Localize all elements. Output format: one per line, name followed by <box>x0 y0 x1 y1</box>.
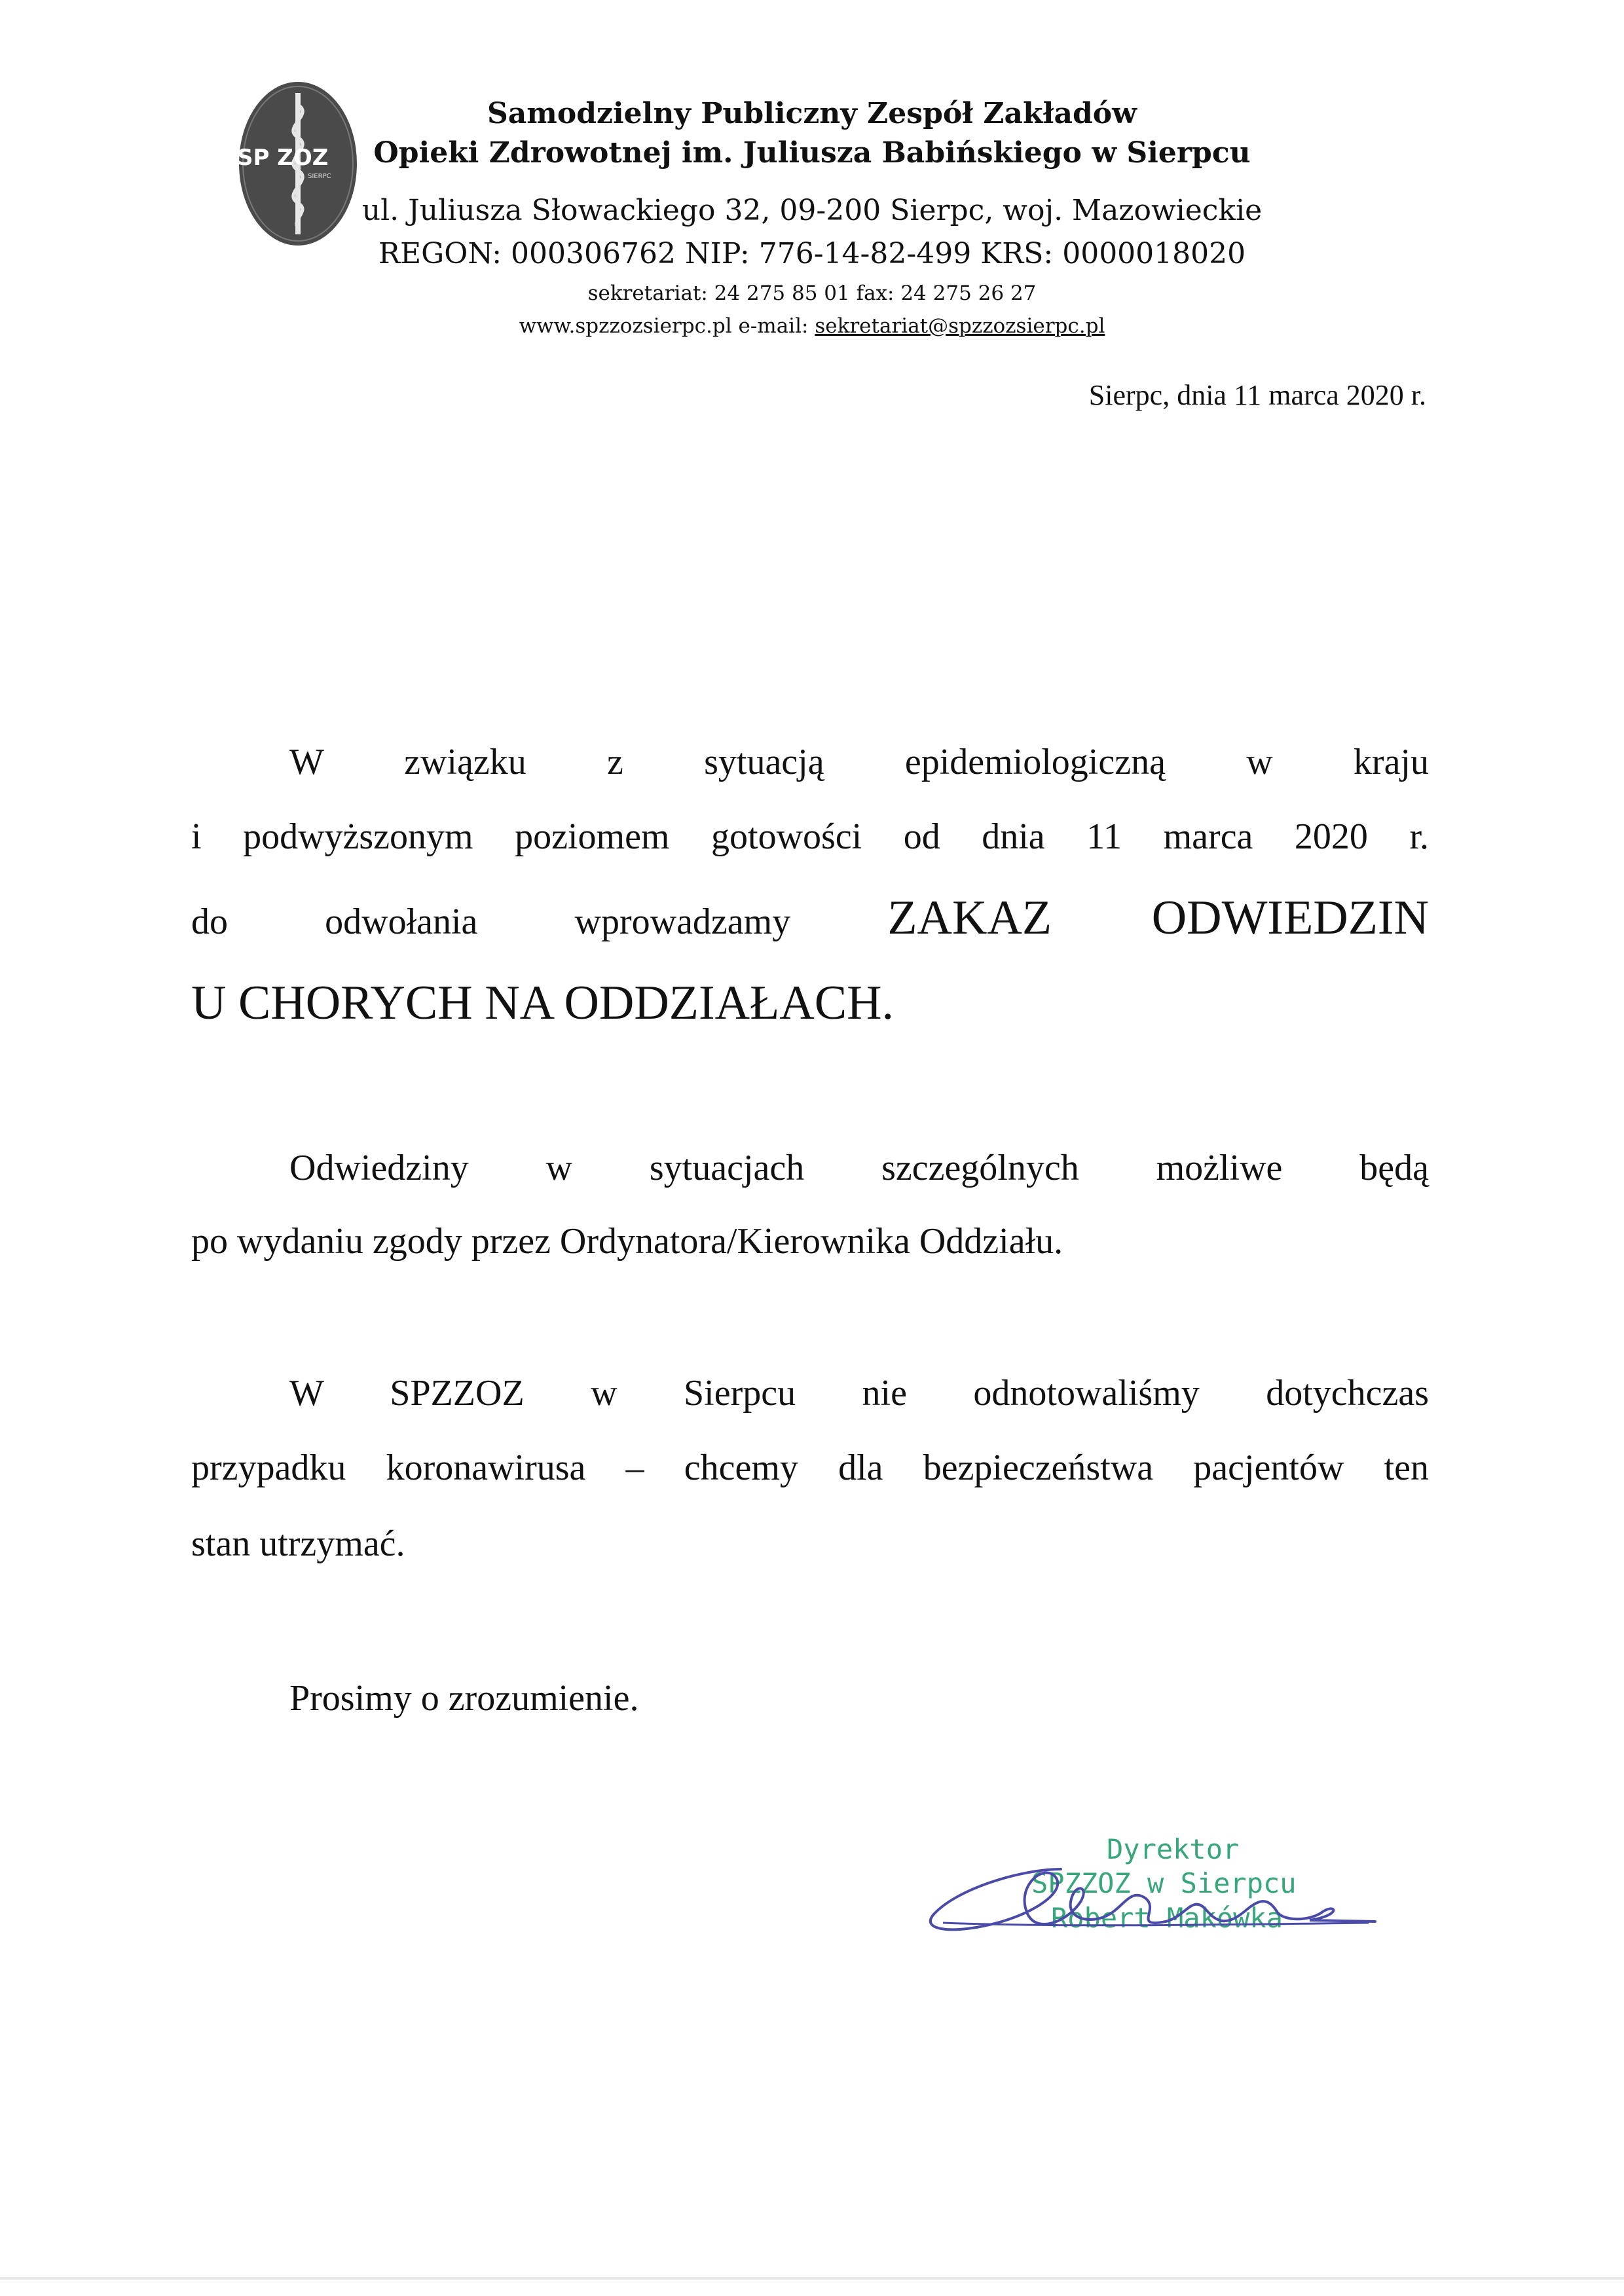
paragraph-1-line-3-prefix: do odwołania wprowadzamy <box>191 902 791 942</box>
org-address: ul. Juliusza Słowackiego 32, 09-200 Sierpc, woj. Mazowieckie <box>361 194 1263 227</box>
visit-ban-emphasis: ZAKAZ ODWIEDZIN <box>887 891 1429 945</box>
page-bottom-edge <box>0 2277 1624 2280</box>
paragraph-4: Prosimy o zrozumienie. <box>289 1678 639 1719</box>
paragraph-3-line-3: stan utrzymać. <box>191 1523 405 1564</box>
paragraph-2-line-1: Odwiedziny w sytuacjach szczególnych możliwe będą <box>289 1148 1429 1188</box>
paragraph-1-line-2: i podwyższonym poziomem gotowości od dnia 11 marca 2020 r. <box>191 816 1429 857</box>
email-label: e-mail: <box>738 314 809 338</box>
stamp-title: Dyrektor <box>1107 1833 1240 1865</box>
org-phones: sekretariat: 24 275 85 01 fax: 24 275 26 27 <box>587 282 1037 305</box>
org-name-line1: Samodzielny Publiczny Zespół Zakładów <box>487 97 1137 130</box>
paragraph-1-line-4: U CHORYCH NA ODDZIAŁACH. <box>191 976 895 1030</box>
handwritten-signature <box>917 1850 1388 1948</box>
email-link[interactable]: sekretariat@spzzozsierpc.pl <box>815 314 1105 338</box>
date-line: Sierpc, dnia 11 marca 2020 r. <box>1088 379 1426 411</box>
paragraph-1-line-1: W związku z sytuacją epidemiologiczną w kraju <box>289 742 1429 782</box>
website-link[interactable]: www.spzzozsierpc.pl <box>519 314 732 338</box>
paragraph-3-line-1: W SPZZOZ w Sierpcu nie odnotowaliśmy dotychczas <box>289 1373 1429 1413</box>
stamp-institution: SPZZOZ w Sierpcu <box>1031 1867 1297 1899</box>
org-name-line2: Opieki Zdrowotnej im. Juliusza Babińskiego w Sierpcu <box>373 136 1251 170</box>
org-web-contact <box>354 314 1270 338</box>
org-registry: REGON: 000306762 NIP: 776-14-82-499 KRS: 0000018020 <box>378 237 1246 270</box>
paragraph-2-line-2: po wydaniu zgody przez Ordynatora/Kierownika Oddziału. <box>191 1221 1063 1262</box>
logo-subtext: SIERPC <box>308 173 331 180</box>
paragraph-3-line-2: przypadku koronawirusa – chcemy dla bezpieczeństwa pacjentów ten <box>191 1448 1429 1488</box>
paragraph-1-line-3 <box>191 881 1429 958</box>
logo-text: SP ZOZ <box>237 145 329 171</box>
spzoz-logo <box>236 79 360 249</box>
stamp-name: Robert Makówka <box>1051 1902 1283 1934</box>
